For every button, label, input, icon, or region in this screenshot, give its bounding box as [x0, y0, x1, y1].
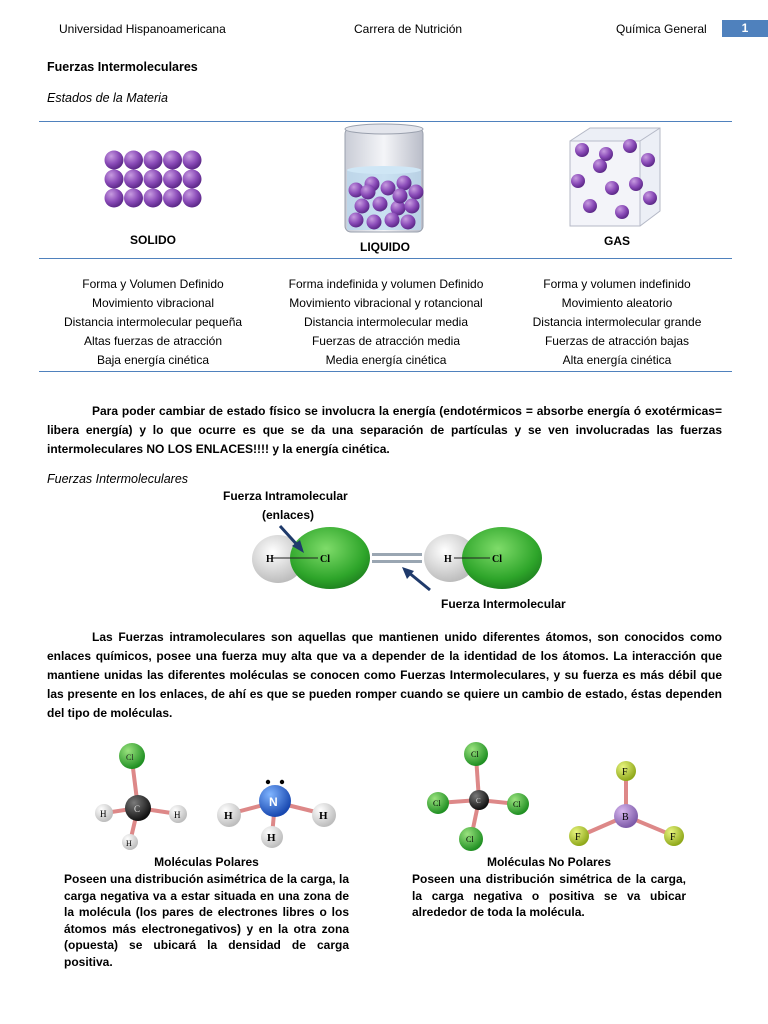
solid-particle [105, 170, 124, 189]
h-label: H [100, 809, 107, 819]
h-label-right: H [444, 554, 452, 565]
gas-property: Forma y volumen indefinido [543, 277, 691, 291]
c-label: C [476, 797, 481, 805]
solid-particle [163, 170, 182, 189]
solid-property: Distancia intermolecular pequeña [63, 315, 243, 329]
energy-paragraph: Para poder cambiar de estado físico se involucra la energía (endotérmicos = absorbe energía ó exotérmicas= libera energía) y lo que ocurre es que se da una separación de partículas y se ven involucradas las fuerzas intermoleculares NO LOS ENLACES!!!! y la energía cinética. [47, 404, 722, 456]
polar-description: Poseen una distribución asimétrica de la carga, la carga negativa va a estar situada en una zona de la molécula (los pares de electrones libres o los átomos más electronegativos) y en la otra zona (opuesta) se ubicará la densidad de carga positiva. [64, 872, 349, 969]
solid-property: Baja energía cinética [96, 353, 210, 367]
polar-title: Moléculas Polares [154, 855, 259, 869]
liquid-particle [401, 215, 416, 230]
solid-property: Movimiento vibracional [91, 296, 215, 310]
nonpolar-description: Poseen una distribución simétrica de la carga, la carga negativa o positiva se va ubicar alrededor de toda la molécula. [412, 872, 686, 919]
ccl4-molecule-illustration [424, 742, 534, 852]
header-course: Química General [616, 22, 707, 36]
nonpolar-title: Moléculas No Polares [486, 855, 612, 869]
gas-particle [583, 199, 597, 213]
liquid-particle [349, 213, 364, 228]
f-label: F [670, 832, 676, 843]
gas-box-illustration [560, 126, 670, 231]
liquid-property: Movimiento vibracional y rotancional [289, 296, 483, 310]
solid-particle [183, 189, 202, 208]
forces-paragraph: Las Fuerzas intramoleculares son aquellas que mantienen unido diferentes átomos, son conocidos como enlaces químicos, posee una fuerza muy alta que va a depender de la identidad de los átomos. La interacción que mantiene unidas las diferentes moléculas se conocen como Fuerzas Intermoleculares, y su fuerza es más débil que las presente en los enlaces, de ahí es que se pueden romper cuando se quiere un cambio de estado, éstas dependen del tipo de moléculas. [47, 630, 722, 720]
solid-particles-illustration [100, 148, 210, 218]
page-number: 1 [722, 20, 768, 37]
gas-property: Movimiento aleatorio [561, 296, 673, 310]
liquid-property: Forma indefinida y volumen Definido [288, 277, 484, 291]
solid-particle [144, 151, 163, 170]
intramolecular-label: Fuerza Intramolecular [223, 489, 348, 503]
cl-label: Cl [126, 753, 134, 762]
cl-label: Cl [513, 800, 521, 809]
h-label-left: H [266, 554, 274, 565]
solid-properties [38, 275, 268, 370]
ch3cl-molecule-illustration [90, 740, 200, 850]
solid-particle [183, 151, 202, 170]
solid-particle [105, 151, 124, 170]
state-liquid-label: LIQUIDO [360, 240, 410, 254]
gas-property: Alta energía cinética [562, 353, 672, 367]
table-bottom-rule [39, 371, 732, 372]
gas-particle [599, 147, 613, 161]
cl-label-left: Cl [320, 554, 330, 565]
lone-pair-dot [266, 780, 270, 784]
solid-particle [124, 189, 143, 208]
lone-pair-dot [280, 780, 284, 784]
liquid-particle [385, 213, 400, 228]
n-label: N [269, 795, 278, 809]
table-middle-rule [39, 258, 732, 259]
b-label: B [622, 812, 629, 823]
gas-particle [641, 153, 655, 167]
liquid-particle [361, 185, 376, 200]
cl-label: Cl [466, 835, 474, 844]
gas-particle [575, 143, 589, 157]
liquid-particle [397, 176, 412, 191]
gas-particle [615, 205, 629, 219]
h-label: H [267, 832, 276, 844]
nh3-molecule-illustration [212, 772, 342, 852]
h-label: H [224, 810, 233, 822]
section-subtitle: Estados de la Materia [47, 91, 168, 105]
gas-particle [629, 177, 643, 191]
cl-label: Cl [471, 750, 479, 759]
f-label: F [575, 832, 581, 843]
liquid-particle [393, 189, 408, 204]
gas-property: Fuerzas de atracción bajas [544, 334, 690, 348]
state-solid-label: SOLIDO [129, 233, 176, 247]
liquid-properties [270, 275, 502, 370]
liquid-property: Fuerzas de atracción media [311, 334, 461, 348]
liquid-particle [367, 215, 382, 230]
liquid-particle [373, 197, 388, 212]
solid-property: Altas fuerzas de atracción [83, 334, 223, 348]
h-label: H [174, 810, 181, 820]
gas-particle [643, 191, 657, 205]
header-university: Universidad Hispanoamericana [59, 22, 226, 36]
solid-particle [124, 170, 143, 189]
intermolecular-label: Fuerza Intermolecular [441, 597, 566, 611]
page-title: Fuerzas Intermoleculares [47, 60, 198, 74]
section-intermolecular-title: Fuerzas Intermoleculares [47, 472, 189, 486]
c-label: C [134, 804, 141, 814]
solid-particle [144, 170, 163, 189]
gas-particle [623, 139, 637, 153]
liquid-property: Media energía cinética [325, 353, 447, 367]
gas-particle [571, 174, 585, 188]
header-career: Carrera de Nutrición [354, 22, 463, 36]
gas-properties [502, 275, 732, 370]
solid-particle [144, 189, 163, 208]
solid-particle [183, 170, 202, 189]
cl-label: Cl [433, 799, 441, 808]
liquid-beaker-illustration [340, 122, 430, 237]
gas-particle [605, 181, 619, 195]
h-label: H [319, 810, 328, 822]
solid-property: Forma y Volumen Definido [82, 277, 224, 291]
solid-particle [163, 189, 182, 208]
state-gas-label: GAS [603, 234, 630, 248]
h-label: H [126, 839, 132, 848]
dipole-dash-line [372, 553, 422, 563]
solid-particle [105, 189, 124, 208]
cl-label-right: Cl [492, 554, 502, 565]
gas-property: Distancia intermolecular grande [532, 315, 702, 329]
gas-particle [593, 159, 607, 173]
intermolecular-arrow [402, 567, 430, 590]
bf3-molecule-illustration [566, 758, 686, 848]
liquid-particle [409, 185, 424, 200]
liquid-particle [355, 199, 370, 214]
solid-particle [124, 151, 143, 170]
liquid-particle [405, 199, 420, 214]
f-label: F [622, 767, 628, 778]
liquid-property: Distancia intermolecular media [303, 315, 469, 329]
intramolecular-sublabel: (enlaces) [262, 508, 315, 522]
solid-particle [163, 151, 182, 170]
